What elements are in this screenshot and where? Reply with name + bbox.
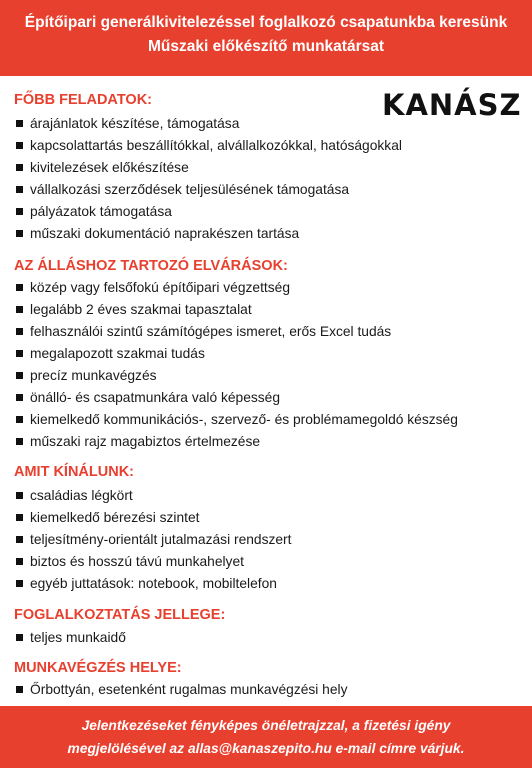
bullet-icon [16, 208, 23, 215]
bullet-icon [16, 558, 23, 565]
bullet-icon [16, 164, 23, 171]
bullet-icon [16, 514, 23, 521]
bullet-icon [16, 372, 23, 379]
list-item: legalább 2 éves szakmai tapasztalat [16, 302, 252, 317]
list-item: egyéb juttatások: notebook, mobiltelefon [16, 576, 277, 591]
list-item: műszaki rajz magabiztos értelmezése [16, 434, 260, 449]
section-title-tasks: FŐBB FELADATOK: [14, 92, 153, 108]
list-item: közép vagy felsőfokú építőipari végzettség [16, 280, 290, 295]
list-item: kapcsolattartás beszállítókkal, alvállalkozókkal, hatóságokkal [16, 138, 402, 153]
list-item: felhasználói szintű számítógépes ismeret, erős Excel tudás [16, 324, 391, 339]
section-title-offer: AMIT KÍNÁLUNK: [14, 464, 135, 480]
bullet-icon [16, 120, 23, 127]
section-title-requirements: AZ ÁLLÁSHOZ TARTOZÓ ELVÁRÁSOK: [14, 258, 288, 274]
list-item: pályázatok támogatása [16, 204, 172, 219]
list-item: vállalkozási szerződések teljesülésének támogatása [16, 182, 349, 197]
list-item: kiemelkedő kommunikációs-, szervező- és problémamegoldó készség [16, 412, 458, 427]
list-item: műszaki dokumentáció naprakészen tartása [16, 226, 299, 241]
list-item: precíz munkavégzés [16, 368, 157, 383]
bullet-icon [16, 416, 23, 423]
footer-line-1: Jelentkezéseket fényképes önéletrajzzal, a fizetési igény [81, 718, 451, 733]
footer-banner [0, 706, 532, 768]
logo-text: KANÁSZ [382, 88, 522, 122]
header-line-1: Építőipari generálkivitelezéssel foglalkozó csapatunkba keresünk [24, 14, 508, 31]
list-item: önálló- és csapatmunkára való képesség [16, 390, 280, 405]
list-item: teljes munkaidő [16, 630, 126, 645]
section-title-location: MUNKAVÉGZÉS HELYE: [14, 660, 182, 676]
bullet-icon [16, 536, 23, 543]
bullet-icon [16, 686, 23, 693]
bullet-icon [16, 492, 23, 499]
bullet-icon [16, 284, 23, 291]
list-item: teljesítmény-orientált jutalmazási rendszert [16, 532, 291, 547]
list-item: családias légkört [16, 488, 133, 503]
bullet-icon [16, 328, 23, 335]
bullet-icon [16, 230, 23, 237]
header-banner [0, 0, 532, 76]
list-item: biztos és hosszú távú munkahelyet [16, 554, 244, 569]
bullet-icon [16, 350, 23, 357]
company-logo [382, 86, 522, 124]
bullet-icon [16, 394, 23, 401]
section-title-employment: FOGLALKOZTATÁS JELLEGE: [14, 607, 226, 623]
bullet-icon [16, 634, 23, 641]
list-item: Őrbottyán, esetenként rugalmas munkavégzési hely [16, 682, 348, 697]
bullet-icon [16, 186, 23, 193]
bullet-icon [16, 438, 23, 445]
bullet-icon [16, 580, 23, 587]
list-item: kivitelezések előkészítése [16, 160, 189, 175]
header-line-2: Műszaki előkészítő munkatársat [147, 38, 385, 55]
footer-line-2: megjelölésével az allas@kanaszepito.hu e-mail címre várjuk. [67, 741, 465, 756]
list-item: árajánlatok készítése, támogatása [16, 116, 239, 131]
bullet-icon [16, 306, 23, 313]
bullet-icon [16, 142, 23, 149]
list-item: kiemelkedő bérezési szintet [16, 510, 199, 525]
list-item: megalapozott szakmai tudás [16, 346, 205, 361]
